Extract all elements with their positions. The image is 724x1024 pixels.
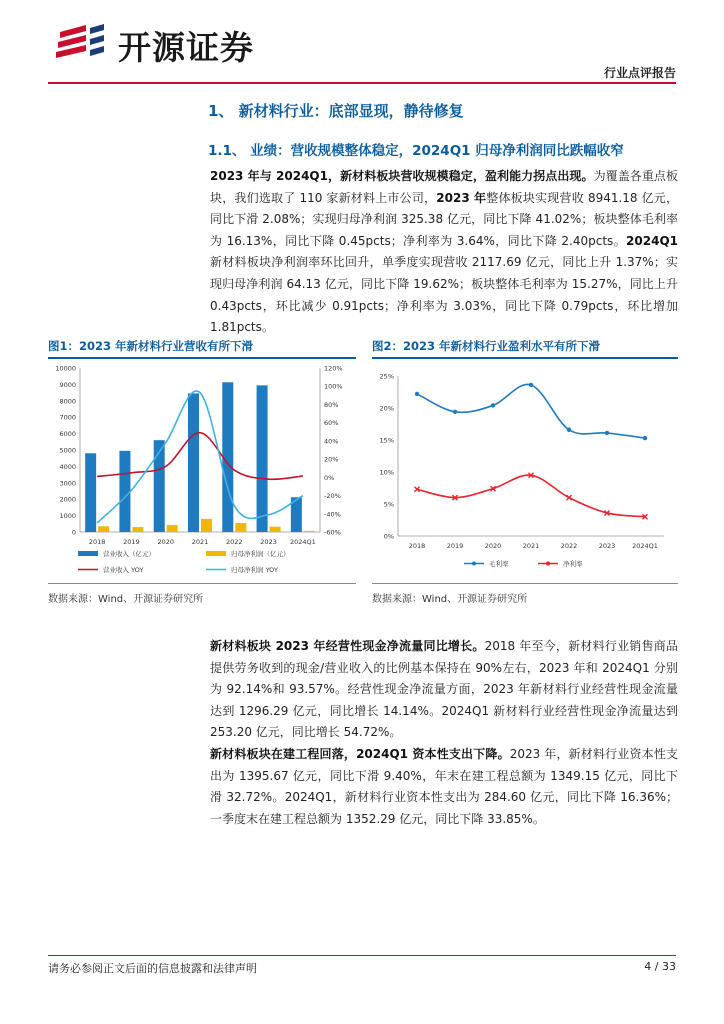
paragraph-cashflow (210, 636, 678, 744)
x-tick-label: 2019 (446, 542, 464, 550)
left-tick-label: 1000 (59, 512, 76, 521)
right-tick-label: 40% (324, 437, 339, 446)
legend-label: 毛利率 (489, 560, 509, 568)
data-point-gross-margin (453, 410, 457, 414)
left-tick-label: 0 (71, 528, 76, 537)
left-tick-label: 3000 (59, 479, 76, 488)
data-point-gross-margin (605, 431, 609, 435)
left-tick-label: 2000 (59, 495, 76, 504)
report-type-label: 行业点评报告 (603, 66, 676, 80)
right-tick-label: -20% (324, 492, 341, 501)
right-tick-label: 120% (324, 364, 343, 373)
x-tick-label: 2022 (226, 538, 243, 546)
bar-net-profit (167, 525, 178, 532)
x-tick-label: 2021 (191, 538, 209, 546)
x-tick-label: 2020 (157, 538, 174, 546)
left-tick-label: 4000 (59, 462, 76, 471)
line-net-margin (417, 475, 645, 517)
footer-divider (48, 955, 676, 956)
kaiyuan-logo-icon (56, 22, 112, 62)
figure-2-bottom-rule (372, 583, 678, 584)
bar-revenue (119, 451, 130, 532)
data-point-gross-margin (643, 436, 647, 440)
y-tick-label: 25% (379, 372, 394, 381)
x-tick-label: 2024Q1 (632, 542, 658, 550)
right-tick-label: -60% (324, 528, 341, 537)
paragraph-text: 整体板块实现营收 8941.18 亿元，同比下滑 2.08%；实现归母净利润 325.38 亿元，同比下降 41.02%；板块整体毛利率为 16.13%，同比下降 0.45pcts；净利率为 3.64%，同比下降 2.40pcts。 (210, 190, 678, 248)
legend-swatch (78, 551, 98, 556)
paragraph-emphasis: 2023 年 (436, 190, 487, 205)
left-tick-label: 6000 (59, 430, 76, 439)
legend-label: 营业收入（亿元） (103, 550, 155, 558)
left-tick-label: 10000 (55, 364, 76, 373)
figure-1-source: 数据来源：Wind、开源证券研究所 (48, 594, 204, 605)
figure-1-rule (48, 357, 356, 359)
bar-revenue (257, 385, 268, 532)
data-point-gross-margin (491, 403, 495, 407)
legend-label: 营业收入 YOY (103, 566, 144, 574)
bar-net-profit (270, 527, 281, 532)
chart-margins (368, 360, 680, 582)
paragraph-text: 新材料板块净利润率环比回升，单季度实现营收 2117.69 亿元，同比上升 1.37%；实现归母净利润 64.13 亿元，同比下降 19.62%；板块整体毛利率为 15.27%，同比上升 0.43pcts，环比减少 0.91pcts；净利率为 3.03%，同比下降 0.79pcts，环比增加 1.81pcts。 (210, 255, 678, 335)
figure-1-title: 图1：2023 年新材料行业营收有所下滑 (48, 339, 254, 353)
brand-name: 开源证券 (118, 28, 254, 67)
y-tick-label: 20% (379, 404, 394, 413)
paragraph-text: 2018 年至今，新材料行业销售商品提供劳务收到的现金/营业收入的比例基本保持在 90%左右，2023 年和 2024Q1 分别为 92.14%和 93.57%。经营性现金净流量方面，2023 年新材料行业经营性现金流量达到 1296.29 亿元，同比增长 14.14%。2024Q1 新材料行业经营性现金净流量达到 253.20 亿元，同比增长 54.72%。 (210, 639, 678, 740)
page-number: 4 / 33 (644, 960, 676, 973)
chart-revenue-profit (44, 360, 360, 582)
right-tick-label: 0% (324, 473, 335, 482)
line-gross-margin (417, 384, 645, 438)
data-point-gross-margin (415, 392, 419, 396)
data-point-gross-margin (529, 383, 533, 387)
figure-2-rule (372, 357, 678, 359)
x-tick-label: 2022 (560, 542, 578, 550)
legend-swatch (206, 551, 226, 556)
paragraph-lead: 新材料板块 2023 年经营性现金净流量同比增长。 (210, 639, 485, 653)
legend-label: 净利率 (563, 560, 583, 568)
paragraph-lead: 新材料板块在建工程回落，2024Q1 资本性支出下降。 (210, 747, 510, 761)
paragraph-text: 为覆盖各重点板块，我们选取了 110 家新材料上市公司， (210, 169, 678, 205)
subsection-heading: 1.1、 业绩：营收规模整体稳定，2024Q1 归母净利润同比跌幅收窄 (208, 143, 624, 159)
bar-revenue (188, 393, 199, 532)
x-tick-label: 2021 (522, 542, 540, 550)
x-tick-label: 2019 (123, 538, 140, 546)
legend-label: 归母净利润 YOY (231, 566, 278, 574)
left-tick-label: 5000 (59, 446, 76, 455)
y-tick-label: 15% (379, 436, 394, 445)
bar-net-profit (201, 519, 212, 532)
left-tick-label: 9000 (59, 380, 76, 389)
x-tick-label: 2023 (260, 538, 277, 546)
paragraph-text: 2023 年，新材料行业资本性支出为 1395.67 亿元，同比下滑 9.40%，年末在建工程总额为 1349.15 亿元，同比下滑 32.72%。2024Q1，新材料行业资本性支出为 284.60 亿元，同比下降 16.36%；一季度末在建工程总额为 1352.29 亿元，同比下降 33.85%。 (210, 747, 678, 826)
y-tick-label: 5% (383, 500, 394, 509)
bar-net-profit (98, 526, 109, 532)
x-tick-label: 2023 (598, 542, 616, 550)
paragraph-emphasis: 2024Q1 (626, 233, 678, 248)
legend-label: 归母净利润（亿元） (231, 550, 290, 558)
x-tick-label: 2018 (408, 542, 426, 550)
page-header (0, 0, 724, 84)
bar-revenue (85, 453, 96, 532)
y-tick-label: 10% (379, 468, 394, 477)
bar-net-profit (132, 527, 143, 532)
y-tick-label: 0% (383, 532, 394, 541)
right-tick-label: 80% (324, 400, 339, 409)
data-point-gross-margin (567, 428, 571, 432)
bar-revenue (154, 440, 165, 532)
figure-2-title: 图2：2023 年新材料行业盈利水平有所下滑 (372, 339, 601, 353)
bar-net-profit (235, 523, 246, 532)
x-tick-label: 2020 (484, 542, 502, 550)
footer-disclaimer: 请务必参阅正文后面的信息披露和法律声明 (48, 962, 257, 975)
paragraph-capex (210, 744, 678, 830)
left-tick-label: 7000 (59, 413, 76, 422)
legend-marker (472, 562, 476, 566)
right-tick-label: 100% (324, 382, 343, 391)
right-tick-label: -40% (324, 510, 341, 519)
legend-marker (546, 562, 550, 566)
right-tick-label: 60% (324, 419, 339, 428)
paragraph-lead: 2023 年与 2024Q1，新材料板块营收规模稳定，盈利能力拐点出现。 (210, 169, 594, 183)
paragraph-performance (210, 166, 678, 339)
left-tick-label: 8000 (59, 397, 76, 406)
header-divider (48, 82, 676, 84)
bar-net-profit (304, 531, 315, 532)
right-tick-label: 20% (324, 455, 339, 464)
section-heading: 1、 新材料行业：底部显现，静待修复 (208, 102, 464, 120)
x-tick-label: 2018 (88, 538, 106, 546)
x-tick-label: 2024Q1 (289, 538, 316, 546)
figure-2-source: 数据来源：Wind、开源证券研究所 (372, 594, 528, 605)
figure-1-bottom-rule (48, 583, 356, 584)
